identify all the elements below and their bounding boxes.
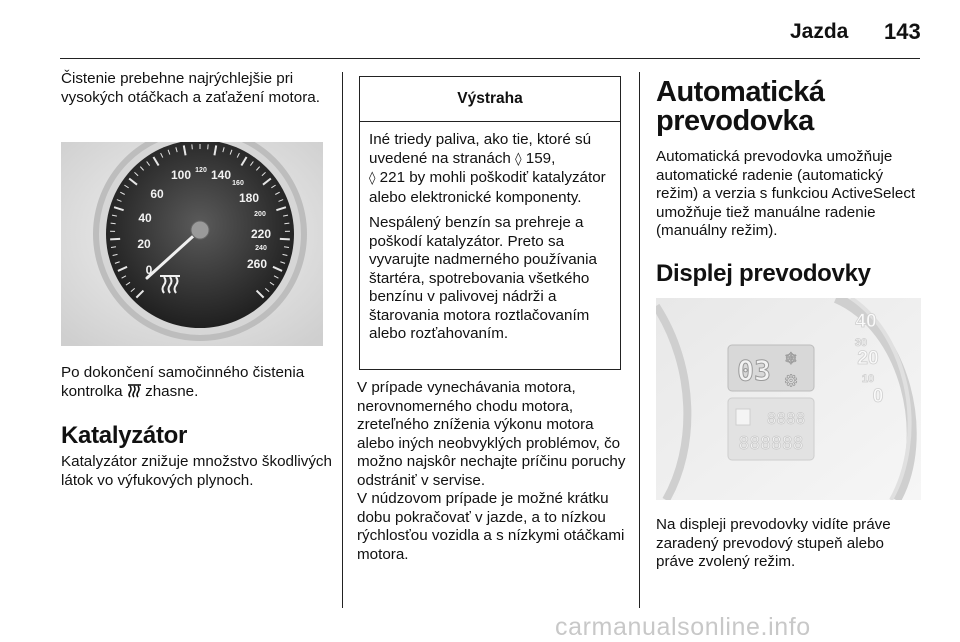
- speedo-label: 220: [250, 227, 272, 241]
- dial-label: 10: [861, 373, 875, 385]
- column-divider-2: [639, 72, 640, 608]
- page-ref-icon: ◊: [369, 171, 376, 186]
- speedo-label: 120: [195, 167, 207, 174]
- speedometer-figure: [61, 142, 323, 346]
- dial-label: 20: [857, 348, 879, 369]
- page-header: [0, 0, 960, 60]
- dial-label: 40: [855, 311, 877, 332]
- speedo-label: 0: [145, 263, 153, 277]
- winter-mode-icon: ❄: [784, 349, 798, 368]
- speedo-label: 180: [238, 191, 260, 205]
- column-2-lower: [357, 379, 627, 564]
- paragraph-automatic: Automatická prevodovka umožňuje automatické radenie (automatický režim) a verzia s funkciou ActiveSelect umožňuje tiež manuálne radenie (manuálny režim).: [656, 148, 916, 239]
- speedo-label: 160: [232, 180, 244, 187]
- speedo-label: 240: [255, 245, 267, 252]
- speedo-label: 140: [210, 168, 232, 182]
- heading-transmission-display: Displej prevodovky: [656, 259, 871, 287]
- page-ref-icon: ◊: [515, 151, 522, 167]
- heading-catalyst: Katalyzátor: [61, 422, 188, 449]
- speedo-label: 20: [137, 237, 151, 251]
- heading-automatic-transmission: Automatická prevodovka: [656, 76, 825, 137]
- speedo-label: 40: [138, 211, 152, 225]
- warning-body: [360, 122, 620, 344]
- header-rule: [60, 58, 920, 59]
- needle-hub: [191, 221, 209, 239]
- paragraph-indicator: Po dokončení samočinného čistenia kontrolka zhasne.: [61, 364, 305, 400]
- speedo-label: 260: [246, 257, 268, 271]
- speedo-tick: [111, 223, 116, 224]
- watermark: carmanualsonline.info: [555, 613, 811, 641]
- transmission-display-figure: [656, 298, 921, 500]
- column-3-lower: [656, 516, 924, 572]
- page-number: 143: [884, 19, 921, 44]
- speedo-tick: [280, 239, 290, 240]
- segment-display-upper: 8888: [766, 409, 806, 428]
- column-1: [61, 70, 331, 107]
- column-divider-1: [342, 72, 343, 608]
- gear-readout: 03: [737, 354, 771, 387]
- segment-display-lower: 888888: [738, 433, 804, 454]
- warning-paragraph-1: Iné triedy paliva, ako tie, ktoré sú uvedené na stranách ◊ 159, ◊ 221 by mohli poškodiť katalyzátor alebo elektronické komponenty.: [369, 131, 606, 206]
- warning-box: [359, 76, 621, 370]
- running-title: Jazda: [790, 20, 849, 43]
- dial-label: 30: [854, 337, 868, 349]
- sport-mode-icon: ⚙: [783, 371, 799, 390]
- warning-paragraph-2: Nespálený benzín sa prehreje a poškodí katalyzátor. Preto sa vyvarujte nadmerného používania štartéra, spotrebovania všetkého benzínu v palivovej nádrži a štarovania motora roztlačovaním alebo rozťahovaním.: [369, 214, 597, 342]
- paragraph-misfire: V prípade vynechávania motora, nerovnomerného chodu motora, zreteľného zníženia výkonu motora alebo iných neobvyklých problémov, čo možno najskôr nechajte príčinu poruchy odstrániť v servise.: [357, 379, 626, 489]
- speedo-tick: [284, 223, 289, 224]
- speedo-label: 100: [170, 168, 192, 182]
- dial-label: 0: [872, 386, 884, 407]
- fuel-pump-icon: [736, 409, 750, 425]
- paragraph-display: Na displeji prevodovky vidíte práve zaradený prevodový stupeň alebo práve zvolený režim.: [656, 516, 891, 570]
- catalyst-lamp-icon: [127, 383, 141, 398]
- column-3: [656, 78, 924, 287]
- speedo-label: 200: [254, 211, 266, 218]
- warning-title: Výstraha: [360, 77, 620, 122]
- paragraph-catalyst: Katalyzátor znižuje množstvo škodlivých látok vo výfukových plynoch.: [61, 453, 332, 489]
- speedo-label: 60: [150, 187, 164, 201]
- paragraph-cleaning: Čistenie prebehne najrýchlejšie pri vysokých otáčkach a zaťažení motora.: [61, 70, 320, 106]
- column-1-lower: [61, 364, 336, 490]
- paragraph-emergency: V núdzovom prípade je možné krátku dobu pokračovať v jazde, a to nízkou rýchlosťou vozidla a s nízkymi otáčkami motora.: [357, 490, 625, 563]
- speedo-tick: [110, 239, 120, 240]
